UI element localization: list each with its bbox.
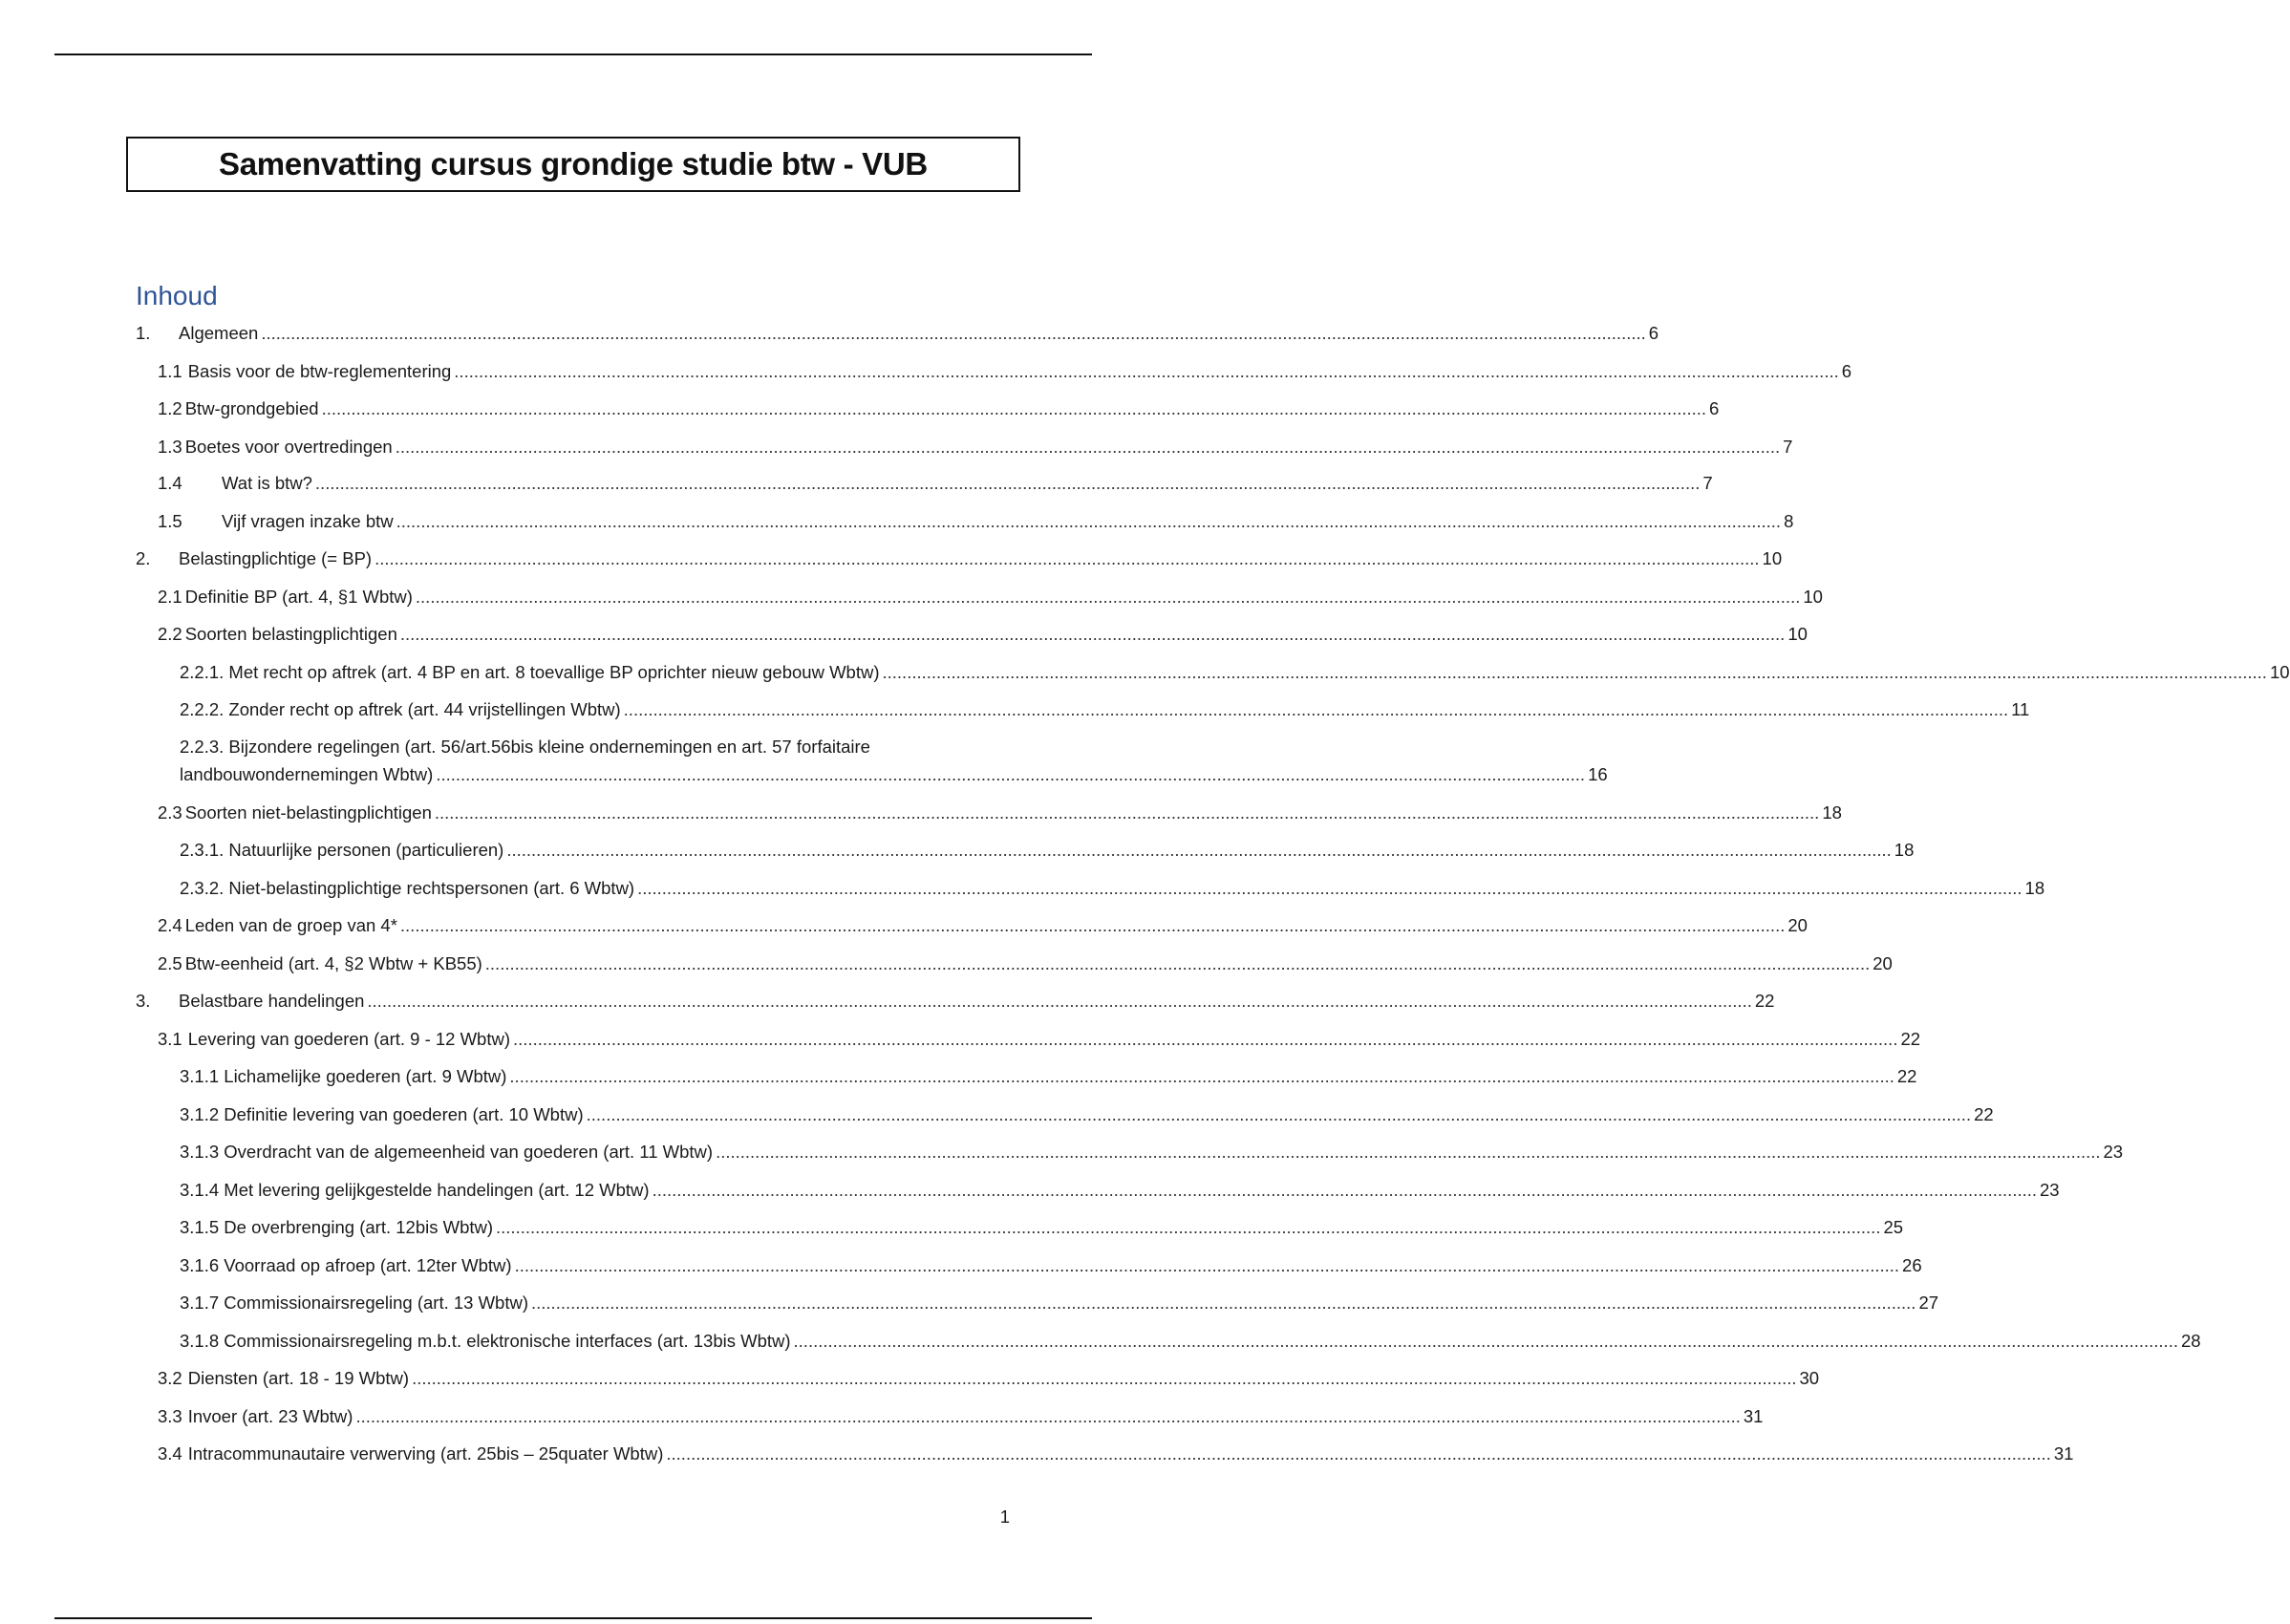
toc-entry-label: 2.3.1. Natuurlijke personen (particulieren): [180, 840, 504, 860]
toc-leader: [506, 840, 1891, 861]
toc-entry[interactable]: [180, 1255, 1922, 1276]
toc-leader: [515, 1255, 1899, 1276]
toc-entry[interactable]: [180, 699, 2030, 720]
toc-leader: [322, 398, 1706, 419]
toc-leader: [794, 1331, 2178, 1352]
toc-entry-label: Algemeen: [179, 323, 259, 343]
toc-entry-number: 2.4: [158, 915, 182, 935]
toc-entry[interactable]: [158, 398, 1720, 419]
toc-leader: [261, 323, 1645, 344]
toc-entry-number: 3.3: [158, 1406, 182, 1426]
page-number: 1: [999, 1506, 1010, 1527]
toc-entry-page: 18: [2024, 878, 2045, 898]
toc-entry-number: 1.1: [158, 361, 182, 381]
toc-entry-label: Wat is btw?: [222, 473, 312, 493]
toc-entry-label: Btw-grondgebied: [184, 398, 319, 418]
toc-entry[interactable]: [158, 1029, 1921, 1050]
toc-leader: [367, 991, 1751, 1012]
toc-entry-label: 2.2.2. Zonder recht op aftrek (art. 44 vrijstellingen Wbtw): [180, 699, 621, 719]
toc-entry-label: Leden van de groep van 4*: [184, 915, 397, 935]
toc-entry-page: 10: [1762, 548, 1783, 568]
toc-entry-label: Boetes voor overtredingen: [184, 437, 393, 457]
toc-entry-label: 3.1.4 Met levering gelijkgestelde handelingen (art. 12 Wbtw): [180, 1180, 650, 1200]
toc-entry[interactable]: [180, 1217, 1904, 1238]
toc-entry[interactable]: [158, 361, 1852, 382]
toc-entry-page: 22: [1754, 991, 1775, 1011]
toc-leader: [653, 1180, 2037, 1201]
toc-entry[interactable]: [158, 473, 1713, 494]
toc-entry[interactable]: [158, 587, 1823, 608]
toc-entry-label: 2.3.2. Niet-belastingplichtige rechtspersonen (art. 6 Wbtw): [180, 878, 635, 898]
toc-entry-label: Levering van goederen (art. 9 - 12 Wbtw): [187, 1029, 511, 1049]
toc-leader: [416, 587, 1800, 608]
toc-entry[interactable]: [180, 1104, 1994, 1125]
toc-leader: ..........................................................................................................................................................................................................................................: [436, 764, 1586, 784]
toc-leader: [496, 1217, 1880, 1238]
toc-entry-label-continued: landbouwondernemingen Wbtw): [180, 764, 434, 784]
toc-entry-label: 3.1.5 De overbrenging (art. 12bis Wbtw): [180, 1217, 494, 1237]
toc-entry[interactable]: [158, 437, 1793, 458]
toc-entry-page: 16: [1588, 764, 1608, 784]
toc-leader: [400, 624, 1785, 645]
toc-entry-label: Btw-eenheid (art. 4, §2 Wbtw + KB55): [184, 953, 482, 973]
toc-entry-page: 22: [1896, 1066, 1917, 1086]
toc-entry-page: 7: [1783, 437, 1793, 457]
toc-entry-label: 3.1.8 Commissionairsregeling m.b.t. elektronische interfaces (art. 13bis Wbtw): [180, 1331, 791, 1351]
toc-leader: [412, 1368, 1796, 1389]
toc-leader: [315, 473, 1700, 494]
toc-entry-number: 1.: [136, 323, 151, 343]
toc-entry[interactable]: [180, 1180, 2060, 1201]
toc-leader: [396, 511, 1781, 532]
toc-entry[interactable]: [180, 1293, 1939, 1314]
toc-entry-page: 8: [1784, 511, 1794, 531]
toc-entry-page: 31: [2053, 1443, 2074, 1464]
toc-entry[interactable]: [136, 548, 1783, 569]
toc-entry[interactable]: [158, 1368, 1820, 1389]
toc-entry[interactable]: [158, 1443, 2074, 1464]
toc-entry-page: 6: [1709, 398, 1720, 418]
toc-entry-page: 18: [1822, 802, 1842, 823]
toc-entry-label: 3.1.7 Commissionairsregeling (art. 13 Wbtw): [180, 1293, 528, 1313]
document-title: Samenvatting cursus grondige studie btw - VUB: [126, 137, 1020, 192]
toc-entry-page: 10: [2269, 662, 2290, 682]
toc-leader: [396, 437, 1780, 458]
toc-entry-label: 2.2.3. Bijzondere regelingen (art. 56/art.56bis kleine ondernemingen en art. 57 forfaitaire: [180, 737, 870, 757]
toc-leader: [587, 1104, 1971, 1125]
toc-entry-label: Belastbare handelingen: [179, 991, 365, 1011]
toc-entry-label: Soorten belastingplichtigen: [184, 624, 397, 644]
toc-leader: [531, 1293, 1915, 1314]
toc-leader: [355, 1406, 1740, 1427]
toc-entry-label: Soorten niet-belastingplichtigen: [184, 802, 432, 823]
toc-entry-page: 7: [1702, 473, 1713, 493]
toc-entry-label: Definitie BP (art. 4, §1 Wbtw): [184, 587, 413, 607]
toc-leader: [716, 1142, 2100, 1163]
toc-entry[interactable]: [158, 953, 1893, 974]
toc-leader: [883, 662, 2267, 683]
toc-entry-page: 23: [2040, 1180, 2060, 1200]
toc-entry[interactable]: [158, 915, 1808, 936]
toc-leader: [375, 548, 1759, 569]
toc-leader: [509, 1066, 1894, 1087]
toc-entry[interactable]: [136, 323, 1659, 344]
toc-entry-number: 2.1: [158, 587, 182, 607]
toc-entry[interactable]: [158, 802, 1842, 823]
toc-leader: [485, 953, 1870, 974]
toc-entry-number: 3.4: [158, 1443, 182, 1464]
toc-entry[interactable]: [158, 1406, 1764, 1427]
toc-leader: [400, 915, 1785, 936]
toc-entry-number: 2.5: [158, 953, 182, 973]
toc-heading: Inhoud: [136, 281, 218, 310]
toc-entry-page: 6: [1648, 323, 1659, 343]
toc-entry[interactable]: [136, 991, 1775, 1012]
toc-entry-page: 31: [1743, 1406, 1764, 1426]
toc-entry-label: 3.1.1 Lichamelijke goederen (art. 9 Wbtw): [180, 1066, 507, 1086]
footer-rule: [54, 1617, 1092, 1619]
toc-entry[interactable]: [180, 1066, 1917, 1087]
toc-entry-continuation: [180, 764, 1608, 785]
toc-entry-page: 20: [1873, 953, 1893, 973]
toc-entry-number: 1.2: [158, 398, 182, 418]
toc-entry-page: 22: [1974, 1104, 1994, 1124]
toc-entry-label: Diensten (art. 18 - 19 Wbtw): [187, 1368, 410, 1388]
toc-entry[interactable]: [180, 840, 1915, 861]
toc-entry[interactable]: [180, 878, 2045, 899]
toc-entry-page: 26: [1902, 1255, 1922, 1275]
toc-leader: [454, 361, 1838, 382]
toc-entry-page: 11: [2011, 699, 2030, 719]
toc-entry[interactable]: [180, 1142, 2124, 1163]
toc-leader: [666, 1443, 2050, 1464]
toc-entry-number: 1.4: [158, 473, 182, 493]
toc-entry-label: 3.1.2 Definitie levering van goederen (art. 10 Wbtw): [180, 1104, 584, 1124]
toc-entry-label: Basis voor de btw-reglementering: [187, 361, 452, 381]
toc-entry-page: 10: [1803, 587, 1823, 607]
header-rule: [54, 53, 1092, 55]
toc-leader: [637, 878, 2022, 899]
toc-entry-label: Vijf vragen inzake btw: [222, 511, 394, 531]
toc-entry-number: 2.: [136, 548, 151, 568]
toc-entry[interactable]: [180, 662, 2290, 683]
toc-entry-number: 3.2: [158, 1368, 182, 1388]
toc-entry-page: 10: [1787, 624, 1808, 644]
toc-entry[interactable]: [158, 624, 1808, 645]
toc-entry-page: 23: [2103, 1142, 2124, 1162]
toc-entry-number: 2.2: [158, 624, 182, 644]
toc-entry-number: 3.: [136, 991, 151, 1011]
toc-leader: [435, 802, 1819, 823]
toc-entry[interactable]: [158, 511, 1794, 532]
toc-entry-number: 3.1: [158, 1029, 182, 1049]
toc-leader: [513, 1029, 1897, 1050]
toc-entry-label: Invoer (art. 23 Wbtw): [187, 1406, 353, 1426]
toc-entry-number: 2.3: [158, 802, 182, 823]
toc-entry-page: 30: [1799, 1368, 1820, 1388]
toc-entry-number: 1.5: [158, 511, 182, 531]
toc-entry-label: 3.1.6 Voorraad op afroep (art. 12ter Wbtw): [180, 1255, 512, 1275]
toc-entry[interactable]: [180, 737, 1608, 785]
toc-entry-label: 3.1.3 Overdracht van de algemeenheid van goederen (art. 11 Wbtw): [180, 1142, 714, 1162]
toc-entry-label: 2.2.1. Met recht op aftrek (art. 4 BP en art. 8 toevallige BP oprichter nieuw gebouw Wbtw): [180, 662, 880, 682]
toc-entry-page: 28: [2180, 1331, 2201, 1351]
toc-entry-label: Belastingplichtige (= BP): [179, 548, 373, 568]
toc-entry-label: Intracommunautaire verwerving (art. 25bis – 25quater Wbtw): [187, 1443, 664, 1464]
toc-entry-page: 22: [1900, 1029, 1921, 1049]
toc-entry-page: 27: [1918, 1293, 1939, 1313]
toc-leader: [624, 699, 2008, 720]
toc-entry-page: 18: [1894, 840, 1915, 860]
toc-entry-page: 25: [1883, 1217, 1904, 1237]
toc-entry-page: 6: [1841, 361, 1852, 381]
toc-entry[interactable]: [180, 1331, 2201, 1352]
toc-entry-page: 20: [1787, 915, 1808, 935]
toc-entry-number: 1.3: [158, 437, 182, 457]
